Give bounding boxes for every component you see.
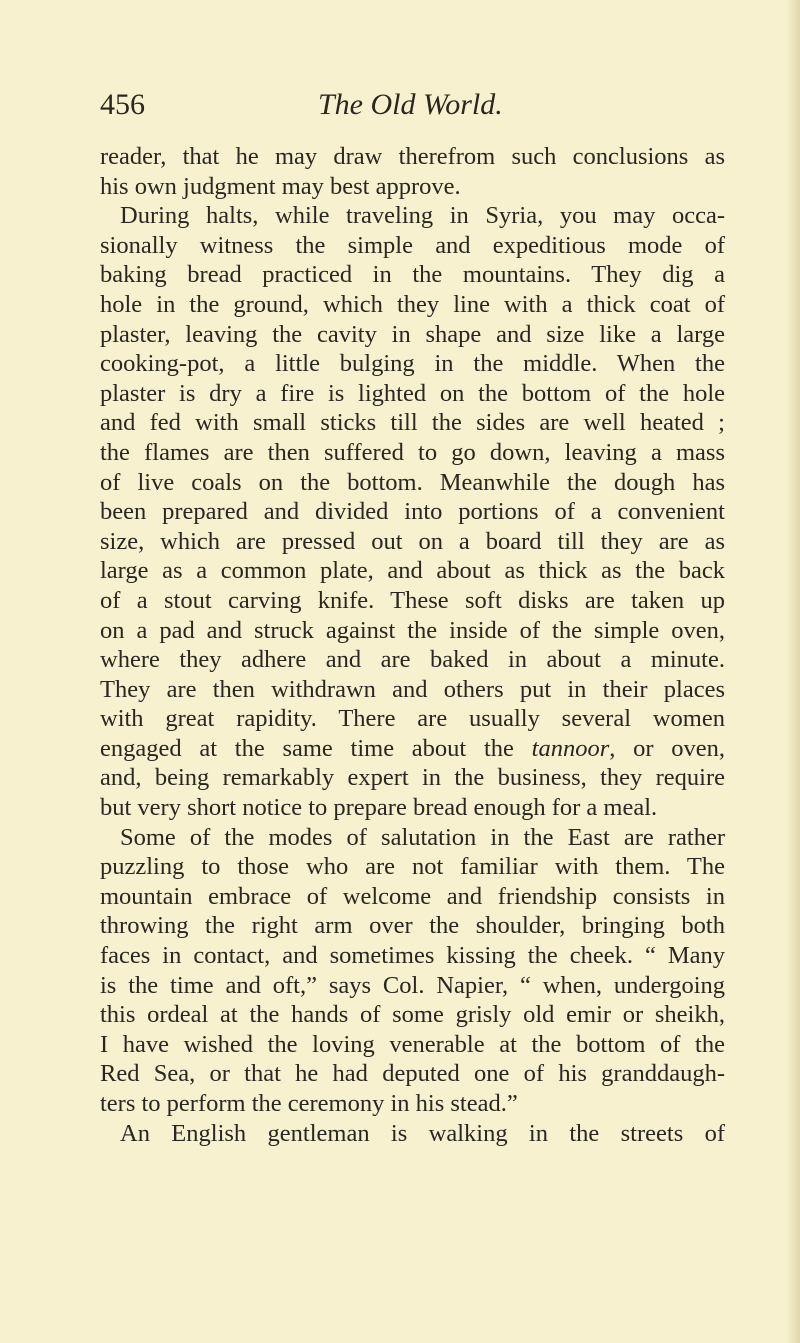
italic-term: tannoor <box>531 734 610 762</box>
text-line: puzzling to those who are not familiar with them. The <box>100 853 725 881</box>
text-line: throwing the right arm over the shoulder, bringing both <box>100 912 725 940</box>
text-line: Red Sea, or that he had deputed one of his granddaugh- <box>100 1060 725 1088</box>
text-line: They are then withdrawn and others put in their places <box>100 675 725 703</box>
text-line: cooking-pot, a little bulging in the middle. When the <box>100 350 725 378</box>
text-line <box>100 734 725 764</box>
text-line: his own judgment may best approve. <box>100 172 461 200</box>
text-line: sionally witness the simple and expeditious mode of <box>100 231 725 259</box>
text-line: plaster, leaving the cavity in shape and size like a large <box>100 320 725 348</box>
text-line: baking bread practiced in the mountains. They dig a <box>100 261 725 289</box>
text-line: been prepared and divided into portions of a convenient <box>100 498 725 526</box>
text-line: ters to perform the ceremony in his stead.” <box>100 1090 518 1117</box>
page-edge-shadow <box>786 0 800 1343</box>
text-line: the flames are then suffered to go down, leaving a mass <box>100 438 725 466</box>
text-line: reader, that he may draw therefrom such conclusions as <box>100 143 725 170</box>
body-text <box>100 142 725 1148</box>
text-line: size, which are pressed out on a board till they are as <box>100 527 725 555</box>
text-line: on a pad and struck against the inside of the simple oven, <box>100 616 725 644</box>
text-line: but very short notice to prepare bread enough for a meal. <box>100 794 658 822</box>
text-line: During halts, while traveling in Syria, you may occa- <box>120 202 725 230</box>
text-line: of a stout carving knife. These soft disks are taken up <box>100 586 725 614</box>
text-line: An English gentleman is walking in the streets of <box>120 1119 725 1147</box>
text-line: I have wished the loving venerable at the bottom of the <box>100 1030 725 1058</box>
text-line: large as a common plate, and about as thick as the back <box>100 557 725 585</box>
text-line: with great rapidity. There are usually several women <box>100 705 725 733</box>
page-number: 456 <box>100 88 145 121</box>
text-segment: , or oven, <box>609 734 725 762</box>
text-line: is the time and oft,” says Col. Napier, “ when, undergoing <box>100 971 725 999</box>
text-line: plaster is dry a fire is lighted on the bottom of the hole <box>100 379 725 407</box>
text-line: this ordeal at the hands of some grisly old emir or sheikh, <box>100 1001 725 1029</box>
text-line: Some of the modes of salutation in the East are rather <box>120 823 725 851</box>
running-title: The Old World. <box>318 88 503 121</box>
text-segment: engaged at the same time about the <box>100 734 532 762</box>
text-line: faces in contact, and sometimes kissing the cheek. “ Many <box>100 942 725 970</box>
text-line: where they adhere and are baked in about a minute. <box>100 646 725 674</box>
page-header <box>100 88 720 128</box>
text-line: hole in the ground, which they line with a thick coat of <box>100 290 725 318</box>
text-line: of live coals on the bottom. Meanwhile the dough has <box>100 468 725 496</box>
text-line: and fed with small sticks till the sides are well heated ; <box>100 409 725 437</box>
text-line: and, being remarkably expert in the business, they require <box>100 764 725 792</box>
text-line: mountain embrace of welcome and friendship consists in <box>100 882 725 910</box>
